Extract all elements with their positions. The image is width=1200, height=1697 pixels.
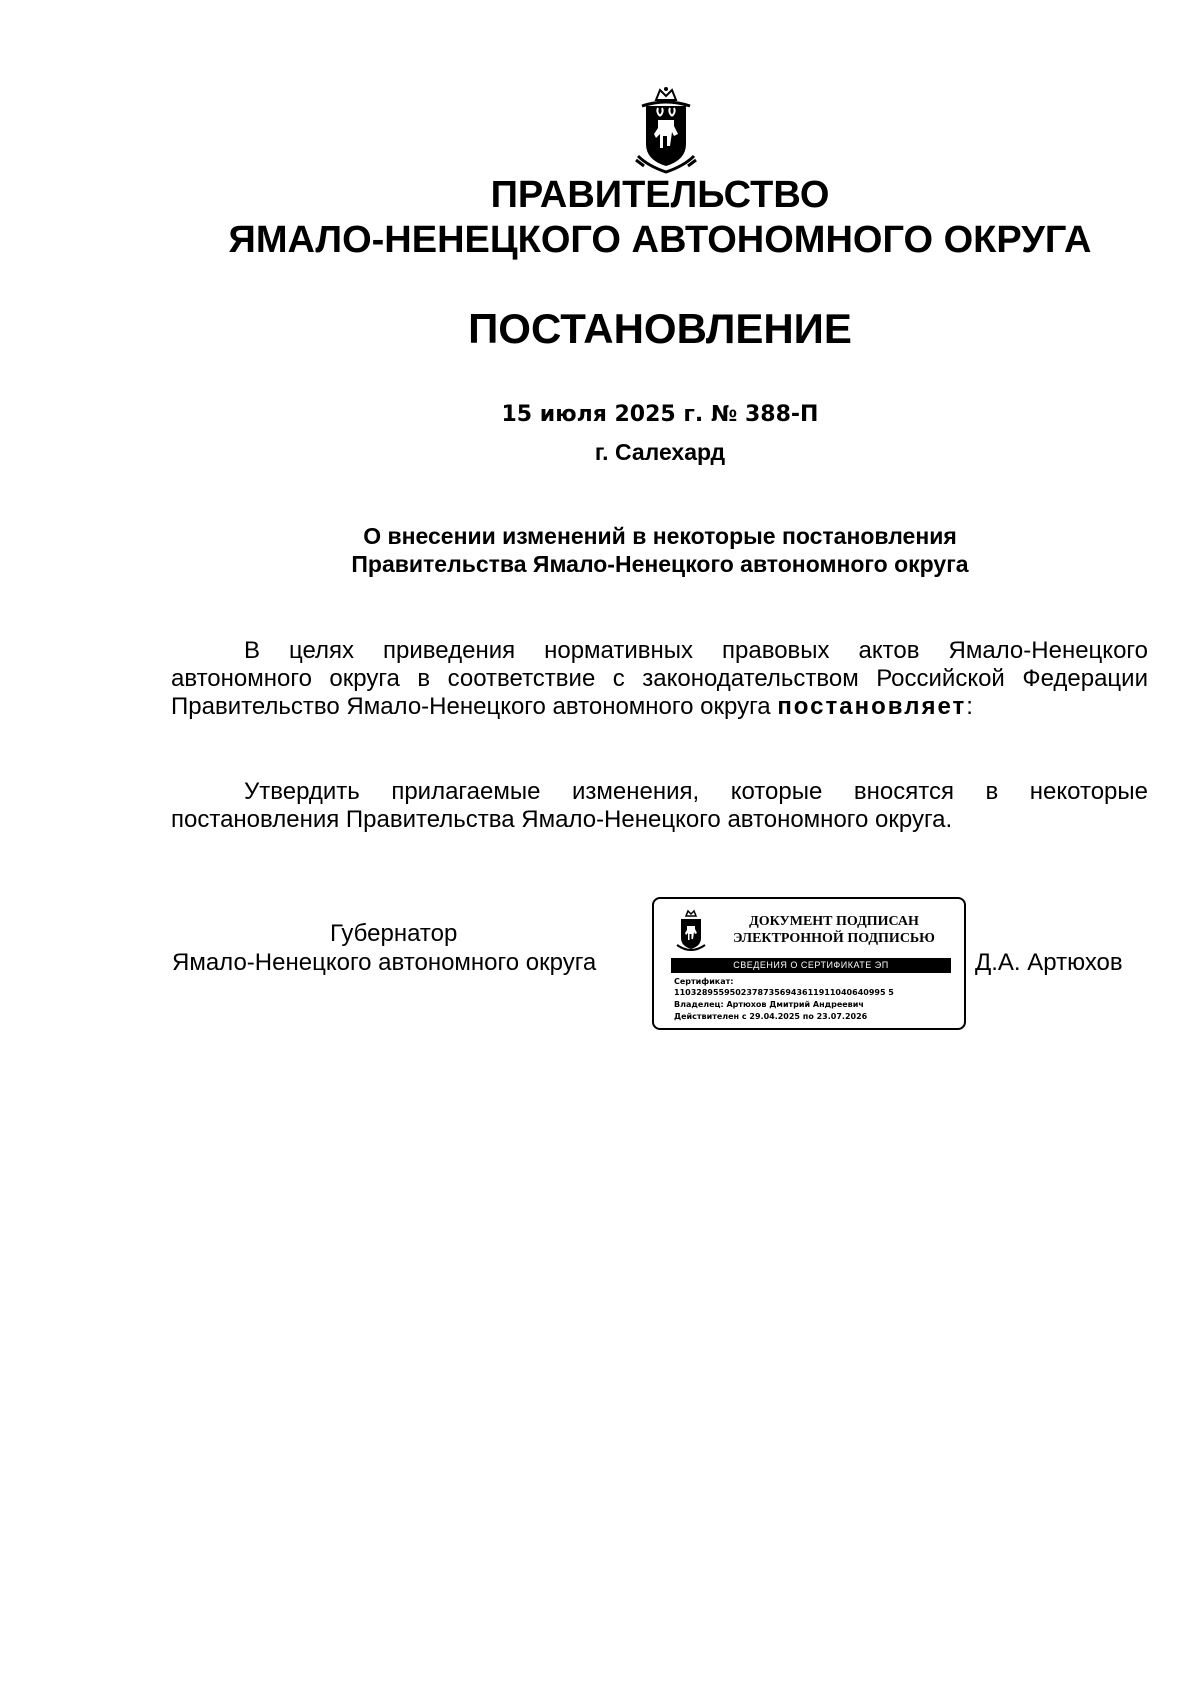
stamp-certificate-number: 11032895595023787356943611911040640995 5 — [674, 988, 894, 997]
stamp-certificate-bar: СВЕДЕНИЯ О СЕРТИФИКАТЕ ЭП — [671, 958, 951, 973]
signer-name: Д.А. Артюхов — [975, 949, 1123, 976]
subject-line2: Правительства Ямало-Ненецкого автономного округа — [351, 551, 969, 577]
city: г. Салехард — [594, 439, 726, 465]
org-title-line1: ПРАВИТЕЛЬСТВО — [490, 174, 830, 216]
stamp-heading-2: ЭЛЕКТРОННОЙ ПОДПИСЬЮ — [733, 931, 935, 946]
body-paragraph-2: Утвердить прилагаемые изменения, которые вносятся в некоторые постановления Правительства Ямало-Ненецкого автономного округа. — [171, 778, 1148, 833]
date-and-number: 15 июля 2025 г. № 388-П — [501, 402, 819, 427]
document-subject — [150, 522, 1170, 578]
document-type: ПОСТАНОВЛЕНИЕ — [468, 305, 852, 352]
coat-of-arms-icon — [634, 86, 698, 178]
electronic-signature-stamp — [652, 897, 966, 1030]
paragraph-1-text: В целях приведения нормативных правовых актов Ямало-Ненецкого автономного округа в соответствие с законодательством Российской Федерации Правительство Ямало-Ненецкого автономного округа — [171, 637, 1148, 720]
subject-line1: О внесении изменений в некоторые постановления — [363, 523, 957, 549]
resolution-keyword: постановляет — [777, 693, 967, 720]
body-paragraph-1 — [171, 637, 1148, 721]
stamp-coat-of-arms-icon — [674, 909, 708, 955]
stamp-certificate-label: Сертификат: — [674, 977, 734, 986]
signer-title: Губернатор — [330, 920, 458, 947]
signer-org: Ямало-Ненецкого автономного округа — [172, 949, 597, 976]
stamp-heading-1: ДОКУМЕНТ ПОДПИСАН — [749, 914, 919, 929]
paragraph-1-tail: : — [966, 693, 973, 720]
stamp-owner: Владелец: Артюхов Дмитрий Андреевич — [674, 1000, 864, 1009]
org-title-line2: ЯМАЛО-НЕНЕЦКОГО АВТОНОМНОГО ОКРУГА — [228, 219, 1092, 261]
stamp-validity: Действителен с 29.04.2025 по 23.07.2026 — [674, 1012, 868, 1021]
